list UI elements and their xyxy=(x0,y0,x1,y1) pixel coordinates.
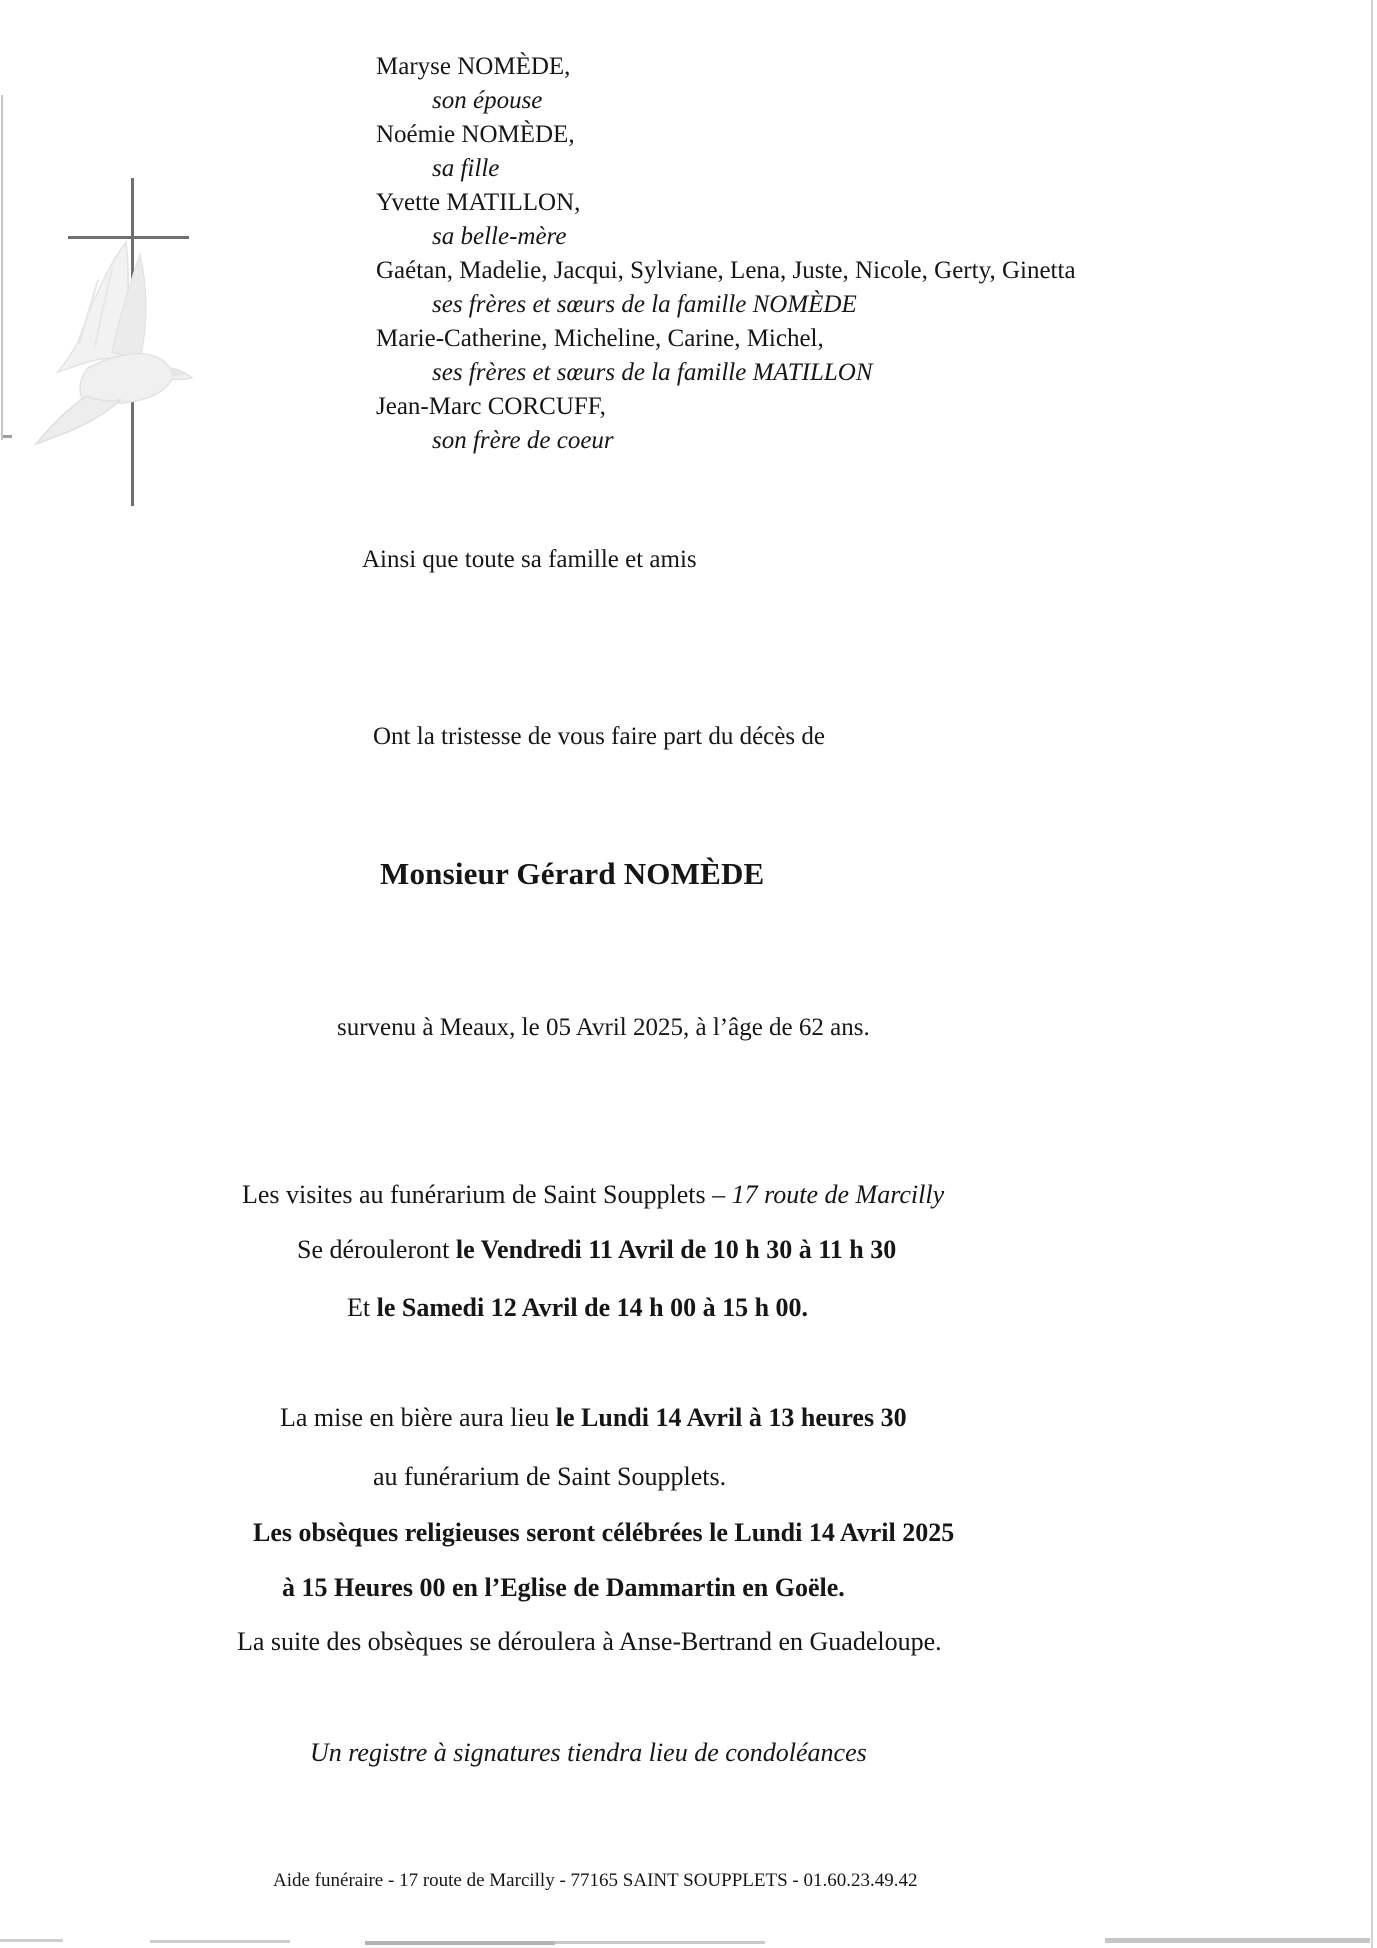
family-member-relation: son frère de coeur xyxy=(432,427,614,454)
announcement-intro: Ont la tristesse de vous faire part du décès de xyxy=(373,723,825,750)
scan-artifact-bottom xyxy=(0,1939,63,1942)
death-details-line: survenu à Meaux, le 05 Avril 2025, à l’âge de 62 ans. xyxy=(337,1014,870,1041)
scan-artifact-bottom xyxy=(555,1941,765,1944)
visit-schedule-1 xyxy=(297,1235,896,1265)
visit-schedule-2 xyxy=(347,1293,808,1323)
family-member-names: Marie-Catherine, Micheline, Carine, Michel, xyxy=(376,325,824,352)
scan-artifact-bottom xyxy=(150,1940,290,1943)
coffin-closing-line xyxy=(280,1403,907,1433)
family-member-names: Jean-Marc CORCUFF, xyxy=(376,393,606,420)
family-member-names: Yvette MATILLON, xyxy=(376,189,581,216)
family-member-names: Gaétan, Madelie, Jacqui, Sylviane, Lena, Juste, Nicole, Gerty, Ginetta xyxy=(376,257,1076,284)
scan-artifact-bottom xyxy=(365,1941,555,1945)
family-member-names: Noémie NOMÈDE, xyxy=(376,121,575,148)
visit2-time-text: le Samedi 12 Avril de 14 h 00 à 15 h 00. xyxy=(376,1293,809,1322)
family-member-names: Maryse NOMÈDE, xyxy=(376,53,571,80)
service-line-1: Les obsèques religieuses seront célébrées le Lundi 14 Avril 2025 xyxy=(253,1518,955,1547)
scan-artifact-right-edge xyxy=(1371,0,1373,1948)
burial-note-line: La suite des obsèques se déroulera à Anse-Bertrand en Guadeloupe. xyxy=(237,1627,942,1656)
funeral-home-footer: Aide funéraire - 17 route de Marcilly - 77165 SAINT SOUPPLETS - 01.60.23.49.42 xyxy=(273,1870,918,1891)
family-member-relation: sa belle-mère xyxy=(432,223,567,250)
coffin-place-line: au funérarium de Saint Soupplets. xyxy=(373,1462,727,1491)
visit2-prefix-text: Et xyxy=(347,1293,377,1322)
family-member-relation: son épouse xyxy=(432,87,543,114)
visits-line xyxy=(242,1180,944,1210)
visits-intro-text: Les visites au funérarium de Saint Soupplets – xyxy=(242,1180,732,1209)
deceased-name: Monsieur Gérard NOMÈDE xyxy=(380,856,765,891)
coffin-time-text: le Lundi 14 Avril à 13 heures 30 xyxy=(555,1403,907,1432)
scan-artifact-bottom xyxy=(1105,1938,1370,1943)
service-line-2: à 15 Heures 00 en l’Eglise de Dammartin en Goële. xyxy=(282,1573,845,1602)
visit1-time-text: le Vendredi 11 Avril de 10 h 30 à 11 h 30 xyxy=(455,1235,897,1264)
coffin-prefix-text: La mise en bière aura lieu xyxy=(280,1403,556,1432)
register-note-line: Un registre à signatures tiendra lieu de condoléances xyxy=(310,1738,867,1767)
family-closing-line: Ainsi que toute sa famille et amis xyxy=(362,546,697,573)
family-list xyxy=(376,50,1076,458)
family-member-relation: ses frères et sœurs de la famille MATILLON xyxy=(432,359,873,386)
visits-address-text: 17 route de Marcilly xyxy=(731,1180,945,1209)
cross-horizontal-bar xyxy=(68,236,189,239)
visit1-prefix-text: Se dérouleront xyxy=(297,1235,456,1264)
scan-artifact-dash xyxy=(3,435,12,438)
dove-icon xyxy=(28,240,208,450)
scan-artifact-left-edge xyxy=(1,95,3,440)
family-member-relation: ses frères et sœurs de la famille NOMÈDE xyxy=(432,291,857,318)
family-member-relation: sa fille xyxy=(432,155,500,182)
